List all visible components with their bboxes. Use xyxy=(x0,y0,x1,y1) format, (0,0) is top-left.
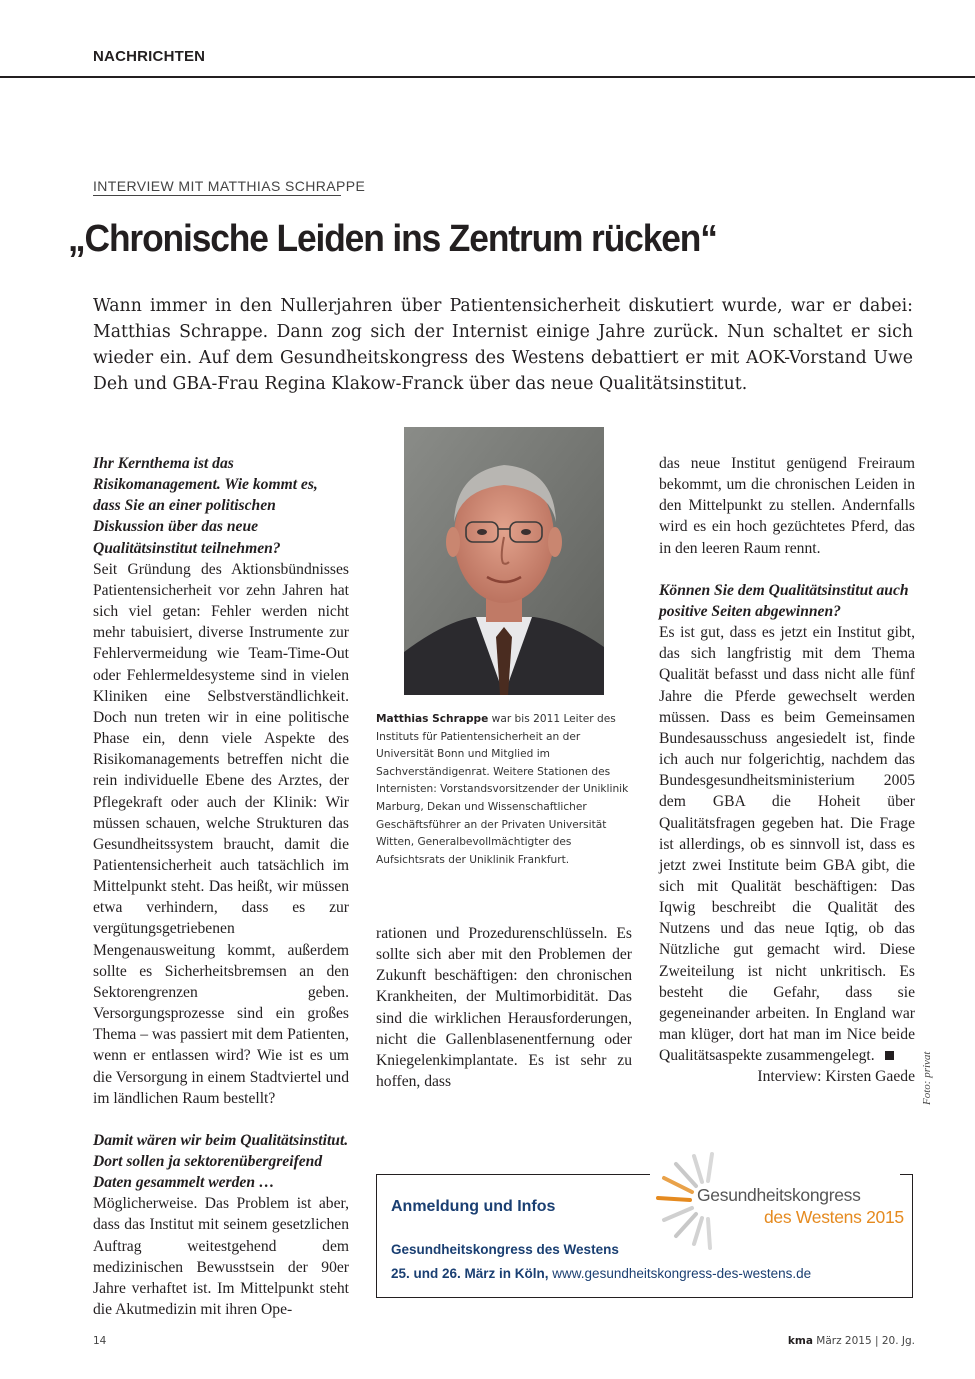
end-mark xyxy=(885,1051,894,1060)
portrait-photo xyxy=(404,427,604,695)
interview-answer: Seit Gründung des Aktionsbündnisses Patientensicherheit vor zehn Jahren hat sich viel getan: Fehler werden nicht mehr tabuisiert, diverse Instrumente zur Fehlervermeidung wie Team-Time-Out oder Fehlermeldesysteme sind in vielen Kliniken eine Selbstverständlichkeit. Doch nun treten wir in eine politische Phase ein, denn viele Aspekte des Risikomanagements betreffen nicht die rein individuelle Ebene des Arztes, der Pflegekraft oder auch der Klinik: Wir müssen schauen, welche Strukturen das Gesundheitssystem braucht, damit die Patientensicherheit auch tatsächlich im Mittelpunkt steht. Das heißt, wir müssen etwa verhindern, dass es zur vergütungsgetriebenen Mengenausweitung kommt, außerdem sollte es Sicherheitsbremsen an den Sektorengrenzen geben. Versorgungsprozesse sind ein großes Thema – was passiert mit dem Patienten, wenn er entlassen wird? Wie ist es um die Versorgung in einem Stadtviertel und im ländlichen Raum bestellt? xyxy=(93,560,349,1107)
column-1 xyxy=(93,453,349,1320)
kicker-underline xyxy=(93,195,341,196)
photo-credit: Foto: privat xyxy=(921,1051,933,1105)
interview-answer: Möglicherweise. Das Problem ist aber, dass das Institut mit seinem gesetzlichen Auftrag weitestgehend dem medizinischen Bewusstsein der 90er Jahre verhaftet ist. Im Mittelpunkt steht die Akutmedizin mit ihren Ope- xyxy=(93,1195,349,1319)
photo-caption xyxy=(376,711,634,869)
column-3 xyxy=(659,453,915,1088)
info-box-title: Anmeldung und Infos xyxy=(391,1198,556,1215)
column-2 xyxy=(376,923,632,1092)
interview-signature: Interview: Kirsten Gaede xyxy=(757,1068,915,1086)
header-rule xyxy=(0,76,975,78)
interview-question: Können Sie dem Qualitätsinstitut auch positive Seiten abgewinnen? xyxy=(659,581,909,620)
caption-name: Matthias Schrappe xyxy=(376,713,489,725)
article-kicker: INTERVIEW MIT MATTHIAS SCHRAPPE xyxy=(93,178,366,194)
interview-question: Ihr Kernthema ist das Risikomanagement. Wie kommt es, dass Sie an einer politischen Diskussion über das neue Qualitätsinstitut teilnehmen? xyxy=(93,455,318,557)
interview-question: Damit wären wir beim Qualitätsinstitut. Dort sollen ja sektorenübergreifend Daten gesammelt werden … xyxy=(93,1131,349,1192)
interview-answer: rationen und Prozedurenschlüsseln. Es sollte sich aber mit den Problemen der Zukunft beschäftigen: den chronischen Krankheiten, der Multimorbidität. Das sind die wirklichen Herausforderungen, nicht die Gallenblasenentfernung oder Kniegelenkimplantate. Es ist sehr zu hoffen, dass xyxy=(376,925,632,1091)
interview-answer xyxy=(659,622,915,1066)
answer-text: Es ist gut, dass es jetzt ein Institut gibt, das sich langfristig mit dem Thema Qualität befasst und dass nicht alle fünf Jahre die Pferde gewechselt werden müssen. Dass es beim Gemeinsamen Bundesausschuss angesiedelt ist, finde ich auch nur folgerichtig, nachdem das Bundesgesundheitsministerium 2005 dem GBA die Hoheit über Qualitätsfragen gegeben hat. Die Frage ist allerdings, ob es sinnvoll ist, dass es jetzt zwei Institute beim GBA gibt, die sich mit Qualität beschäftigen: Das Iqwig beschreibt die Qualität des Nutzens und das neue Iqtig, ob das Nützliche gut gemacht wird. Diese Zweiteilung ist nicht unkritisch. Es besteht die Gefahr, dass sie gegeneinander arbeiten. In England war man klüger, dort hat man im Nice beide Qualitätsaspekte zusammengelegt. xyxy=(659,624,915,1065)
interview-answer: das neue Institut genügend Freiraum bekommt, um die chronischen Leiden in den Mittelpunkt zu stellen. Andernfalls wird es ein hoch gezüchtetes Pferd, das in den leeren Raum rennt. xyxy=(659,455,915,557)
logo-text-line2: des Westens 2015 xyxy=(764,1207,904,1227)
article-lead: Wann immer in den Nullerjahren über Patientensicherheit diskutiert wurde, war er dabei: Matthias Schrappe. Dann zog sich der Internist einige Jahre zurück. Nun schaltet er sich wieder ein. Auf dem Gesundheitskongress des Westens debattiert er mit AOK-Vorstand Uwe Deh und GBA-Frau Regina Klakow-Franck über das neue Qualitätsinstitut. xyxy=(93,296,913,394)
footer-brand: kma xyxy=(787,1335,813,1347)
page-number: 14 xyxy=(93,1335,107,1347)
footer-issue xyxy=(788,1335,915,1347)
event-name: Gesundheitskongress des Westens xyxy=(391,1242,619,1257)
event-details xyxy=(391,1266,811,1281)
portrait-image xyxy=(404,427,604,695)
section-label: NACHRICHTEN xyxy=(93,48,206,65)
event-dates: 25. und 26. März in Köln, xyxy=(391,1266,549,1281)
caption-text: war bis 2011 Leiter des Instituts für Patientensicherheit an der Universität Bonn und Mitglied im Sachverständigenrat. Weitere Stationen des Internisten: Vorstandsvorsitzender der Uniklinik Marburg, Dekan und Wissenschaftlicher Geschäftsführer an der Privaten Universität Witten, Generalbevollmächtigter des Aufsichtsrats der Uniklinik Frankfurt. xyxy=(376,713,629,866)
article-headline: „Chronische Leiden ins Zentrum rücken“ xyxy=(68,218,717,260)
logo-text-line1: Gesundheitskongress xyxy=(697,1185,861,1205)
event-url-link[interactable]: www.gesundheitskongress-des-westens.de xyxy=(552,1266,812,1281)
footer-issue-text: März 2015 | 20. Jg. xyxy=(816,1335,915,1347)
